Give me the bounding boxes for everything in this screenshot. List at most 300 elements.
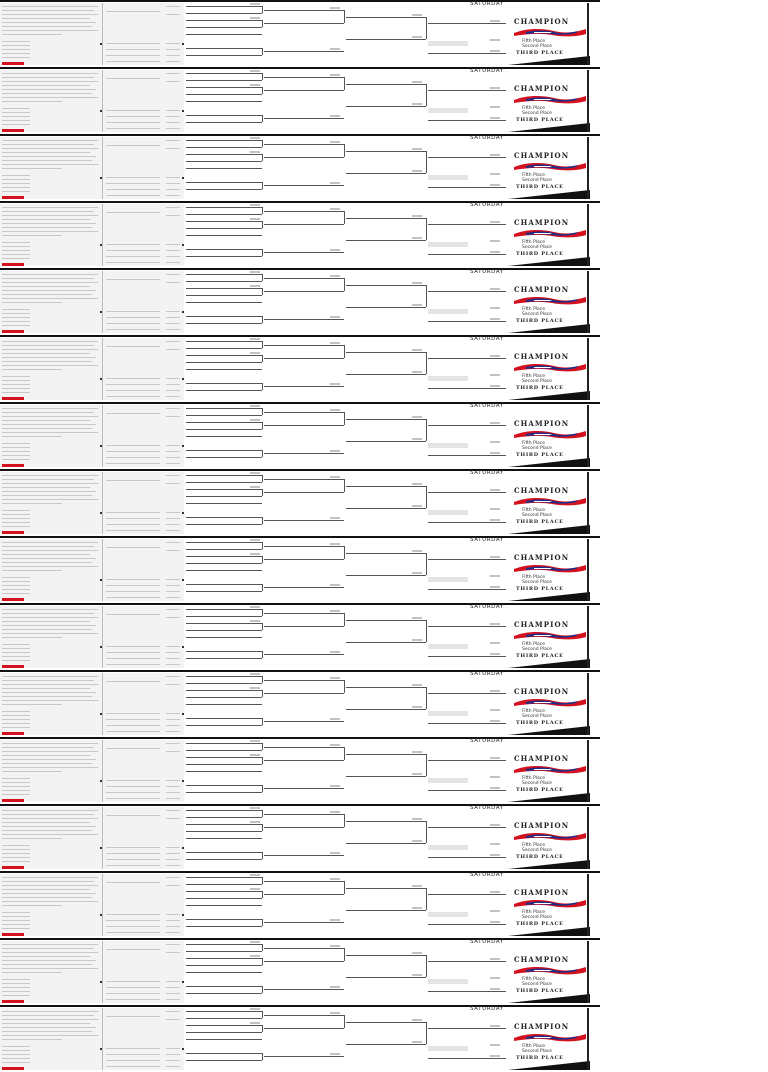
score-box <box>250 405 260 407</box>
bracket-slot-line <box>264 680 344 681</box>
bracket-connector <box>344 211 345 224</box>
schedule-panel <box>0 70 184 132</box>
bullet-marker <box>100 177 102 179</box>
score-box <box>490 1055 500 1057</box>
schedule-line <box>106 463 160 464</box>
bracket-slot-line <box>186 609 262 610</box>
black-wedge-graphic <box>508 190 590 199</box>
red-blue-flame-logo <box>512 362 588 372</box>
bracket-slot-line <box>346 821 426 822</box>
schedule-line <box>2 26 92 27</box>
right-margin-rule <box>587 3 589 65</box>
schedule-line <box>2 309 30 310</box>
score-box <box>330 986 340 988</box>
bullet-marker <box>100 646 102 648</box>
bracket-slot-line <box>346 486 426 487</box>
day-header: SATURDAY <box>470 1 504 7</box>
bracket-slot-line <box>264 118 344 119</box>
bracket-slot-line <box>186 1039 262 1040</box>
black-wedge-graphic <box>508 56 590 65</box>
schedule-line <box>2 93 92 94</box>
schedule-line <box>106 346 160 347</box>
tile-top-rule <box>0 737 600 739</box>
bullet-marker <box>100 311 102 313</box>
schedule-line <box>166 274 180 275</box>
bracket-connector <box>262 288 263 295</box>
schedule-line <box>2 436 62 437</box>
schedule-line <box>106 585 160 586</box>
schedule-line <box>2 53 30 54</box>
schedule-line <box>2 148 98 149</box>
third-place-label: THIRD PLACE <box>516 385 564 391</box>
schedule-line <box>166 317 180 318</box>
schedule-line <box>106 244 160 245</box>
bracket-slot-line <box>264 693 344 694</box>
award-panel <box>506 338 590 400</box>
schedule-line <box>166 311 180 312</box>
bracket-slot-line <box>428 961 506 962</box>
schedule-line <box>2 692 96 693</box>
schedule-line <box>2 723 30 724</box>
black-wedge-graphic <box>508 793 590 802</box>
score-box <box>250 70 260 72</box>
schedule-line <box>2 1050 30 1051</box>
score-box <box>490 489 500 491</box>
schedule-line <box>166 920 180 921</box>
score-box <box>490 910 500 912</box>
schedule-line <box>166 195 180 196</box>
schedule-line <box>166 780 180 781</box>
shaded-slot <box>428 108 468 113</box>
bracket-slot-line <box>264 23 344 24</box>
score-box <box>330 409 340 411</box>
schedule-line <box>166 323 180 324</box>
tile-top-rule <box>0 469 600 471</box>
award-panel <box>506 1008 590 1070</box>
bracket-slot-line <box>428 723 506 724</box>
schedule-line <box>166 148 180 149</box>
bracket-connector <box>262 1011 263 1018</box>
score-box <box>490 385 500 387</box>
schedule-line <box>106 55 160 56</box>
bracket-slot-line <box>264 654 344 655</box>
score-box <box>330 811 340 813</box>
schedule-line <box>2 625 96 626</box>
score-box <box>250 740 260 742</box>
schedule-line <box>106 122 160 123</box>
score-box <box>490 184 500 186</box>
bracket-slot-line <box>186 690 262 691</box>
bracket-slot-line <box>428 559 506 560</box>
shaded-slot <box>428 711 468 716</box>
schedule-line <box>2 294 92 295</box>
score-box <box>250 955 260 957</box>
schedule-line <box>2 759 96 760</box>
bracket-slot-line <box>264 989 344 990</box>
schedule-line <box>106 329 160 330</box>
schedule-line <box>2 637 62 638</box>
bullet-marker <box>100 244 102 246</box>
schedule-line <box>2 743 98 744</box>
schedule-line <box>2 1058 30 1059</box>
bracket-connector <box>262 154 263 161</box>
bracket-slot-line <box>186 147 262 148</box>
schedule-line <box>2 924 30 925</box>
schedule-line <box>166 676 180 677</box>
schedule-line <box>2 853 30 854</box>
shaded-slot <box>428 242 468 247</box>
schedule-line <box>2 1054 30 1055</box>
bracket-slot-line <box>186 13 262 14</box>
bracket-slot-line <box>186 852 262 853</box>
bracket-connector <box>426 352 427 374</box>
schedule-panel <box>0 673 184 735</box>
bracket-slot-line <box>346 709 426 710</box>
bracket-slot-line <box>186 189 262 190</box>
schedule-line <box>106 480 160 481</box>
schedule-line <box>2 782 30 783</box>
schedule-line <box>2 6 98 7</box>
schedule-line <box>106 725 160 726</box>
schedule-line <box>106 926 160 927</box>
bracket-slot-line <box>264 479 344 480</box>
schedule-line <box>2 1019 98 1020</box>
schedule-column-divider <box>102 874 103 936</box>
right-margin-rule <box>587 70 589 132</box>
schedule-line <box>2 365 98 366</box>
bracket-slot-line <box>264 386 344 387</box>
score-box <box>330 208 340 210</box>
schedule-column-divider <box>102 606 103 668</box>
score-box <box>490 508 500 510</box>
second-place-label: Second Place <box>522 647 552 652</box>
schedule-line <box>106 591 160 592</box>
champion-label: CHAMPION <box>514 486 570 495</box>
day-header: SATURDAY <box>470 1006 504 1012</box>
black-wedge-graphic <box>508 458 590 467</box>
score-box <box>330 1053 340 1055</box>
schedule-line <box>2 1011 98 1012</box>
schedule-line <box>166 798 180 799</box>
second-place-label: Second Place <box>522 848 552 853</box>
schedule-line <box>166 865 180 866</box>
score-box <box>412 706 422 708</box>
schedule-line <box>166 591 180 592</box>
award-panel <box>506 472 590 534</box>
schedule-line <box>106 999 160 1000</box>
award-panel <box>506 204 590 266</box>
score-box <box>250 606 260 608</box>
schedule-line <box>2 408 98 409</box>
bracket-slot-line <box>186 891 262 892</box>
schedule-line <box>166 445 180 446</box>
schedule-line <box>2 175 30 176</box>
bracket-slot-line <box>264 721 344 722</box>
schedule-line <box>166 719 180 720</box>
schedule-line <box>2 889 90 890</box>
bracket-connector <box>262 73 263 80</box>
champion-label: CHAMPION <box>514 352 570 361</box>
score-box <box>412 237 422 239</box>
schedule-line <box>2 14 98 15</box>
tile-top-rule <box>0 402 600 404</box>
bracket-connector <box>262 87 263 94</box>
schedule-panel <box>0 3 184 65</box>
bracket-slot-line <box>346 1022 426 1023</box>
score-box <box>330 852 340 854</box>
third-place-label: THIRD PLACE <box>516 586 564 592</box>
score-box <box>490 642 500 644</box>
red-tab-marker <box>2 799 24 802</box>
schedule-line <box>2 901 98 902</box>
score-box <box>490 307 500 309</box>
schedule-line <box>2 77 94 78</box>
red-blue-flame-logo <box>512 496 588 506</box>
schedule-line <box>2 621 90 622</box>
score-box <box>490 1025 500 1027</box>
award-panel <box>506 606 590 668</box>
red-tab-marker <box>2 732 24 735</box>
bracket-connector <box>262 274 263 281</box>
bracket-connector <box>262 584 263 591</box>
third-place-label: THIRD PLACE <box>516 988 564 994</box>
bracket-slot-line <box>186 383 262 384</box>
bracket-slot-line <box>186 764 262 765</box>
schedule-line <box>2 451 30 452</box>
schedule-line <box>2 778 30 779</box>
score-box <box>490 575 500 577</box>
bracket-slot-line <box>186 154 262 155</box>
shaded-slot <box>428 1046 468 1051</box>
schedule-line <box>2 751 98 752</box>
award-panel <box>506 3 590 65</box>
schedule-line <box>2 727 30 728</box>
score-box <box>490 221 500 223</box>
schedule-line <box>106 614 160 615</box>
bracket-slot-line <box>186 323 262 324</box>
bracket-connector <box>262 810 263 817</box>
second-place-label: Second Place <box>522 245 552 250</box>
bracket-slot-line <box>264 520 344 521</box>
black-wedge-graphic <box>508 525 590 534</box>
bracket-slot-line <box>264 948 344 949</box>
bracket-connector <box>262 986 263 993</box>
schedule-line <box>2 495 92 496</box>
bracket-slot-line <box>186 697 262 698</box>
schedule-column-divider <box>102 70 103 132</box>
schedule-line <box>2 487 90 488</box>
schedule-line <box>2 1031 92 1032</box>
day-header: SATURDAY <box>470 939 504 945</box>
schedule-column-divider <box>102 807 103 869</box>
bracket-slot-line <box>186 288 262 289</box>
score-box <box>330 476 340 478</box>
schedule-line <box>166 652 180 653</box>
shaded-slot <box>428 778 468 783</box>
red-tab-marker <box>2 330 24 333</box>
schedule-line <box>106 882 160 883</box>
day-header: SATURDAY <box>470 537 504 543</box>
schedule-line <box>166 483 180 484</box>
score-box <box>412 416 422 418</box>
score-box <box>250 84 260 86</box>
schedule-line <box>2 767 98 768</box>
bracket-connector <box>262 542 263 549</box>
schedule-line <box>106 256 160 257</box>
schedule-line <box>2 1046 30 1047</box>
schedule-line <box>106 547 160 548</box>
right-margin-rule <box>587 539 589 601</box>
schedule-column-divider <box>102 204 103 266</box>
schedule-line <box>166 853 180 854</box>
bracket-slot-line <box>186 214 262 215</box>
bracket-connector <box>344 613 345 626</box>
bracket-connector <box>262 140 263 147</box>
award-panel <box>506 807 590 869</box>
score-box <box>490 921 500 923</box>
schedule-line <box>2 168 62 169</box>
schedule-line <box>166 341 180 342</box>
bracket-slot-line <box>186 228 262 229</box>
bracket-slot-line <box>346 553 426 554</box>
bracket-slot-line <box>186 6 262 7</box>
score-box <box>330 141 340 143</box>
day-header: SATURDAY <box>470 872 504 878</box>
shaded-slot <box>428 845 468 850</box>
schedule-line <box>2 810 98 811</box>
bracket-slot-line <box>264 760 344 761</box>
champion-label: CHAMPION <box>514 285 570 294</box>
third-place-label: THIRD PLACE <box>516 452 564 458</box>
bracket-slot-line <box>186 884 262 885</box>
second-place-label: Second Place <box>522 982 552 987</box>
day-header: SATURDAY <box>470 135 504 141</box>
schedule-line <box>106 110 160 111</box>
bracket-connector <box>262 221 263 228</box>
schedule-line <box>2 34 62 35</box>
schedule-line <box>106 652 160 653</box>
red-blue-flame-logo <box>512 831 588 841</box>
schedule-line <box>2 183 30 184</box>
bracket-slot-line <box>186 496 262 497</box>
bracket-tile <box>0 0 768 67</box>
schedule-line <box>2 388 30 389</box>
fifth-place-label: Fifth Place <box>522 843 546 848</box>
schedule-line <box>106 798 160 799</box>
bracket-tile <box>0 134 768 201</box>
score-box <box>412 349 422 351</box>
schedule-line <box>2 589 30 590</box>
schedule-line <box>2 57 30 58</box>
schedule-line <box>166 952 180 953</box>
schedule-line <box>106 212 160 213</box>
schedule-line <box>2 550 98 551</box>
schedule-line <box>106 719 160 720</box>
schedule-line <box>2 912 30 913</box>
schedule-line <box>106 1054 160 1055</box>
schedule-line <box>2 278 94 279</box>
bracket-slot-line <box>186 591 262 592</box>
score-box <box>412 282 422 284</box>
bracket-slot-line <box>186 182 262 183</box>
bullet-marker <box>100 579 102 581</box>
score-box <box>412 304 422 306</box>
schedule-line <box>106 853 160 854</box>
bracket-connector <box>262 207 263 214</box>
schedule-line <box>2 191 30 192</box>
bracket-slot-line <box>186 73 262 74</box>
bullet-marker <box>100 713 102 715</box>
schedule-line <box>166 597 180 598</box>
schedule-line <box>2 881 94 882</box>
bracket-slot-line <box>264 1028 344 1029</box>
bracket-slot-line <box>186 524 262 525</box>
tile-top-rule <box>0 938 600 940</box>
right-margin-rule <box>587 472 589 534</box>
score-box <box>330 316 340 318</box>
bracket-slot-line <box>346 754 426 755</box>
schedule-line <box>106 128 160 129</box>
schedule-line <box>2 648 30 649</box>
black-wedge-graphic <box>508 726 590 735</box>
schedule-line <box>2 235 62 236</box>
red-tab-marker <box>2 531 24 534</box>
bracket-slot-line <box>186 718 262 719</box>
schedule-line <box>2 987 30 988</box>
schedule-line <box>2 483 98 484</box>
right-margin-rule <box>587 807 589 869</box>
schedule-line <box>2 546 94 547</box>
right-margin-rule <box>587 137 589 199</box>
bracket-slot-line <box>186 348 262 349</box>
schedule-line <box>2 219 90 220</box>
bracket-slot-line <box>186 489 262 490</box>
bracket-slot-line <box>428 991 506 992</box>
schedule-line <box>166 207 180 208</box>
schedule-line <box>166 189 180 190</box>
score-box <box>330 383 340 385</box>
schedule-line <box>106 920 160 921</box>
bracket-slot-line <box>186 475 262 476</box>
award-panel <box>506 137 590 199</box>
fifth-place-label: Fifth Place <box>522 173 546 178</box>
champion-label: CHAMPION <box>514 419 570 428</box>
red-tab-marker <box>2 263 24 266</box>
bracket-connector <box>426 955 427 977</box>
score-box <box>412 639 422 641</box>
bracket-slot-line <box>264 211 344 212</box>
score-box <box>250 941 260 943</box>
bracket-slot-line <box>186 986 262 987</box>
bracket-slot-line <box>428 693 506 694</box>
schedule-line <box>2 447 30 448</box>
bracket-connector <box>262 408 263 415</box>
schedule-line <box>166 110 180 111</box>
score-box <box>412 974 422 976</box>
schedule-line <box>2 491 96 492</box>
schedule-line <box>2 715 30 716</box>
schedule-line <box>2 680 94 681</box>
schedule-line <box>2 609 98 610</box>
schedule-line <box>2 101 62 102</box>
bracket-slot-line <box>264 358 344 359</box>
red-blue-flame-logo <box>512 630 588 640</box>
black-wedge-graphic <box>508 1061 590 1070</box>
schedule-line <box>2 562 92 563</box>
bracket-slot-line <box>264 827 344 828</box>
second-place-label: Second Place <box>522 1049 552 1054</box>
schedule-line <box>166 390 180 391</box>
